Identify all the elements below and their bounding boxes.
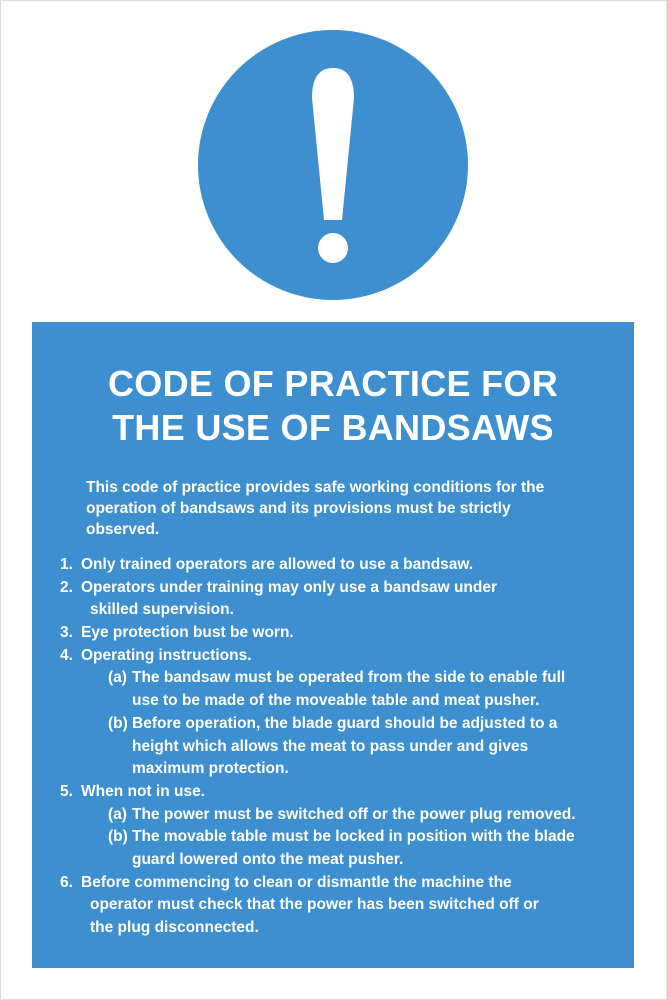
item-text: When not in use.: [81, 782, 205, 800]
sub-item-text: maximum protection.: [132, 760, 289, 778]
sub-item-text: The movable table must be locked in position with the blade: [132, 828, 575, 846]
item-number: 5.: [60, 782, 73, 800]
intro-line-1: This code of practice provides safe working conditions for the: [86, 479, 545, 496]
sub-item-text: use to be made of the moveable table and meat pusher.: [132, 692, 540, 710]
item-text: operator must check that the power has been switched off or: [90, 896, 539, 914]
item-text: Operators under training may only use a bandsaw under: [81, 578, 498, 596]
sub-item-label: (a): [108, 805, 127, 823]
item-text: Before commencing to clean or dismantle the machine the: [81, 873, 512, 891]
exclamation-mark-icon: [198, 30, 468, 300]
sub-item-label: (b): [108, 828, 128, 846]
sub-item-text: guard lowered onto the meat pusher.: [132, 850, 404, 868]
item-number: 4.: [60, 646, 73, 664]
item-number: 1.: [60, 556, 73, 573]
sub-item-text: Before operation, the blade guard should be adjusted to a: [132, 714, 558, 732]
title-line-1: CODE OF PRACTICE FOR: [107, 363, 558, 404]
sub-item-continuation: [60, 849, 620, 872]
sub-item-text: The power must be switched off or the power plug removed.: [132, 805, 576, 823]
sub-item-continuation: [60, 736, 620, 759]
sub-item: [60, 826, 620, 849]
item-text: skilled supervision.: [90, 601, 234, 619]
intro-line-3: observed.: [86, 521, 160, 538]
list-item: [60, 622, 620, 645]
sub-item: [60, 804, 620, 827]
sub-item-continuation: [60, 690, 620, 713]
sub-item-label: (b): [108, 714, 128, 732]
sign-title: [32, 362, 634, 450]
item-number: 6.: [60, 873, 73, 891]
item-text: Operating instructions.: [81, 646, 252, 664]
item-text: the plug disconnected.: [90, 919, 259, 936]
item-number: 3.: [60, 624, 73, 642]
intro-text: [86, 477, 616, 540]
list-item: [60, 554, 620, 577]
list-item: [60, 781, 620, 804]
title-line-2: THE USE OF BANDSAWS: [112, 407, 554, 448]
instruction-panel: [32, 322, 634, 968]
sub-item-continuation: [60, 758, 620, 781]
list-item: [60, 872, 620, 895]
item-text: Only trained operators are allowed to use a bandsaw.: [81, 556, 474, 573]
list-item-continuation: [60, 894, 620, 917]
list-item-continuation: [60, 599, 620, 622]
rules-list: [60, 554, 620, 940]
list-item-continuation: [60, 917, 620, 940]
item-text: Eye protection bust be worn.: [81, 624, 294, 642]
list-item: [60, 577, 620, 600]
sub-item: [60, 713, 620, 736]
sub-item-text: The bandsaw must be operated from the side to enable full: [132, 669, 566, 687]
item-number: 2.: [60, 578, 73, 596]
sub-item-label: (a): [108, 669, 127, 687]
sub-item: [60, 667, 620, 690]
sub-item-text: height which allows the meat to pass under and gives: [132, 737, 529, 755]
intro-line-2: operation of bandsaws and its provisions must be strictly: [86, 500, 511, 517]
list-item: [60, 645, 620, 668]
